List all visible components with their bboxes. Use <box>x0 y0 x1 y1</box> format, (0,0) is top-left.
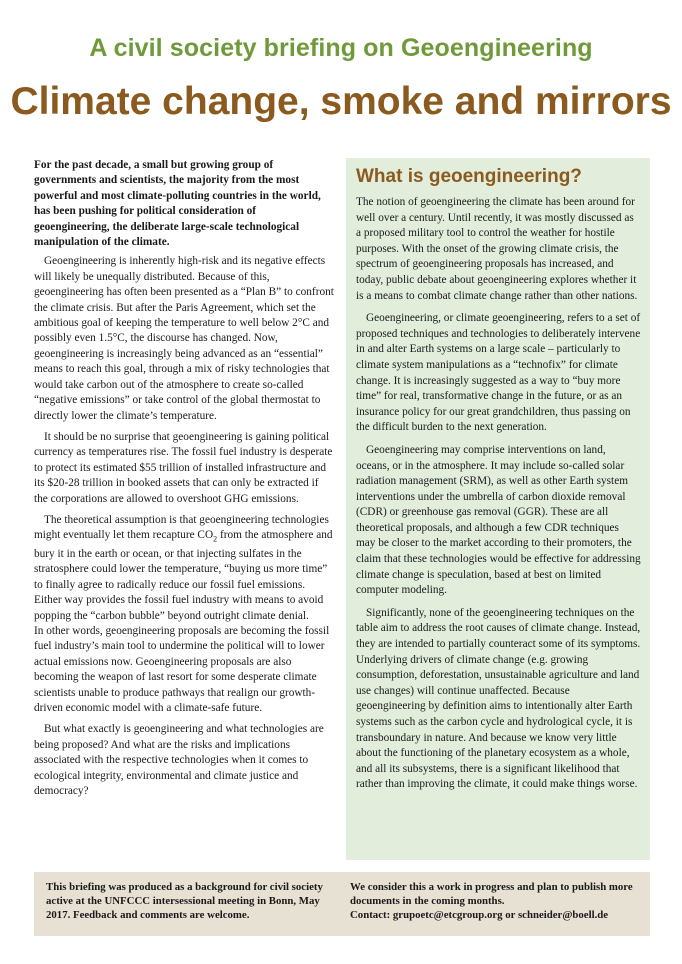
body-paragraph-3-start: The theoretical assumption is that geoengineering technologies might eventually let them recapture CO <box>34 513 329 542</box>
footer-contact-block <box>350 880 642 922</box>
body-paragraph-5: But what exactly is geoengineering and what technologies are being proposed? And what are the risks and implications associated with the respective technologies when it comes to ecological integrity, environmental and climate justice and democracy? <box>34 723 324 798</box>
footer-note: This briefing was produced as a background for civil society active at the UNFCCC intersessional meeting in Bonn, May 2017. Feedback and comments are welcome. <box>46 881 323 921</box>
sidebar-paragraph-3: Geoengineering may comprise interventions on land, oceans, or in the atmosphere. It may include so-called solar radiation management (SRM), as well as other Earth system interventions under the umbrella of carbon dioxide removal (CDR) or greenhouse gas removal (GGR). These are all theoretical proposals, and although a few CDR techniques may be closer to the market according to their promoters, the claim that these technologies would be effective for addressing climate change is speculation, based at best on limited computer modeling. <box>356 443 641 597</box>
sidebar-paragraph-2: Geoengineering, or climate geoengineering, refers to a set of proposed techniques and technologies to deliberately intervene in and alter Earth systems on a large scale – particularly to climate system manipulations as a “technofix” for climate change. It is increasingly suggested as a way to “buy more time” for real, transformative change in the future, or as an insurance policy for our great grandchildren, thus passing on the difficult burden to the next generation. <box>356 312 641 434</box>
page-title: Climate change, smoke and mirrors <box>10 80 672 123</box>
sidebar-heading: What is geoengineering? <box>356 166 582 187</box>
lead-paragraph: For the past decade, a small but growing group of governments and scientists, the majority from the most powerful and most climate-polluting countries in the world, has been pushing for political consideration of geoengineering, the deliberate large-scale technological manipulation of the climate. <box>34 159 321 249</box>
body-paragraph-4: In other words, geoengineering proposals are becoming the fossil fuel industry’s main tool to undermine the political will to lower actual emissions now. Geoengineering proposals are also becoming the weapon of last resort for some desperate climate scientists unable to produce pathways that realign our growth-driven economic model with a climate-safe future. <box>34 625 330 715</box>
body-paragraph-2: It should be no surprise that geoengineering is gaining political currency as temperatures rise. The fossil fuel industry is desperate to protect its estimated $55 trillion of installed infrastructure and its $20-28 trillion in booked assets that can only be extracted if the corporations are allowed to overshoot GHG emissions. <box>34 430 333 505</box>
sidebar-paragraph-4: Significantly, none of the geoengineering techniques on the table aim to address the root causes of climate change. Instead, they are intended to partially counteract some of its symptoms. Underlying drivers of climate change (e.g. growing consumption, deforestation, unsustainable agriculture and land use changes) will continue unaffected. Because geoengineering by definition aims to intentionally alter Earth systems such as the carbon cycle and hydrological cycle, it is transboundary in nature. And because we know very little about the functioning of the planetary ecosystem as a whole, and all its subsystems, there is a significant likelihood that rather than improving the climate, it could make things worse. <box>356 606 641 791</box>
briefing-kicker: A civil society briefing on Geoengineering <box>89 34 593 62</box>
co2-subscript: 2 <box>213 534 218 544</box>
sidebar-paragraph-1: The notion of geoengineering the climate has been around for well over a century. Until recently, it was mostly discussed as a proposed military tool to control the weather for hostile purposes. With the onset of the growing climate crisis, the spectrum of geoengineering proposals has increased, and today, public debate about geoengineering explores whether it is a means to combat climate change rather than other nations. <box>356 196 638 302</box>
body-paragraph-1: Geoengineering is inherently high-risk and its negative effects will likely be unequally distributed. Because of this, geoengineering has often been presented as a “Plan B” to confront the climate crisis. But after the Paris Agreement, which set the ambitious goal of keeping the temperature to well below 2°C and possibly even 1.5°C, the discourse has changed. Now, geoengineering is increasingly being advanced as an “essential” means to reach this goal, through a mix of risky technologies that would take carbon out of the atmosphere to create so-called “negative emissions” or take control of the global thermostat to directly lower the climate’s temperature. <box>34 255 334 422</box>
body-paragraph-3-end: from the atmosphere and bury it in the earth or ocean, or that injecting sulfates in the stratosphere could lower the temperature, “buying us more time” to finally agree to radically reduce our fossil fuel emissions. Either way provides the fossil fuel industry with means to avoid popping the “carbon bubble” beyond outright climate denial. <box>34 529 333 622</box>
what-is-geoengineering-box <box>346 158 650 860</box>
footer-contact[interactable]: Contact: grupoetc@etcgroup.org or schneider@boell.de <box>350 909 609 921</box>
footer-box <box>34 872 650 936</box>
left-column <box>34 158 334 806</box>
body-paragraph-3 <box>34 513 334 624</box>
footer-work-in-progress: We consider this a work in progress and plan to publish more documents in the coming months. <box>350 881 633 907</box>
